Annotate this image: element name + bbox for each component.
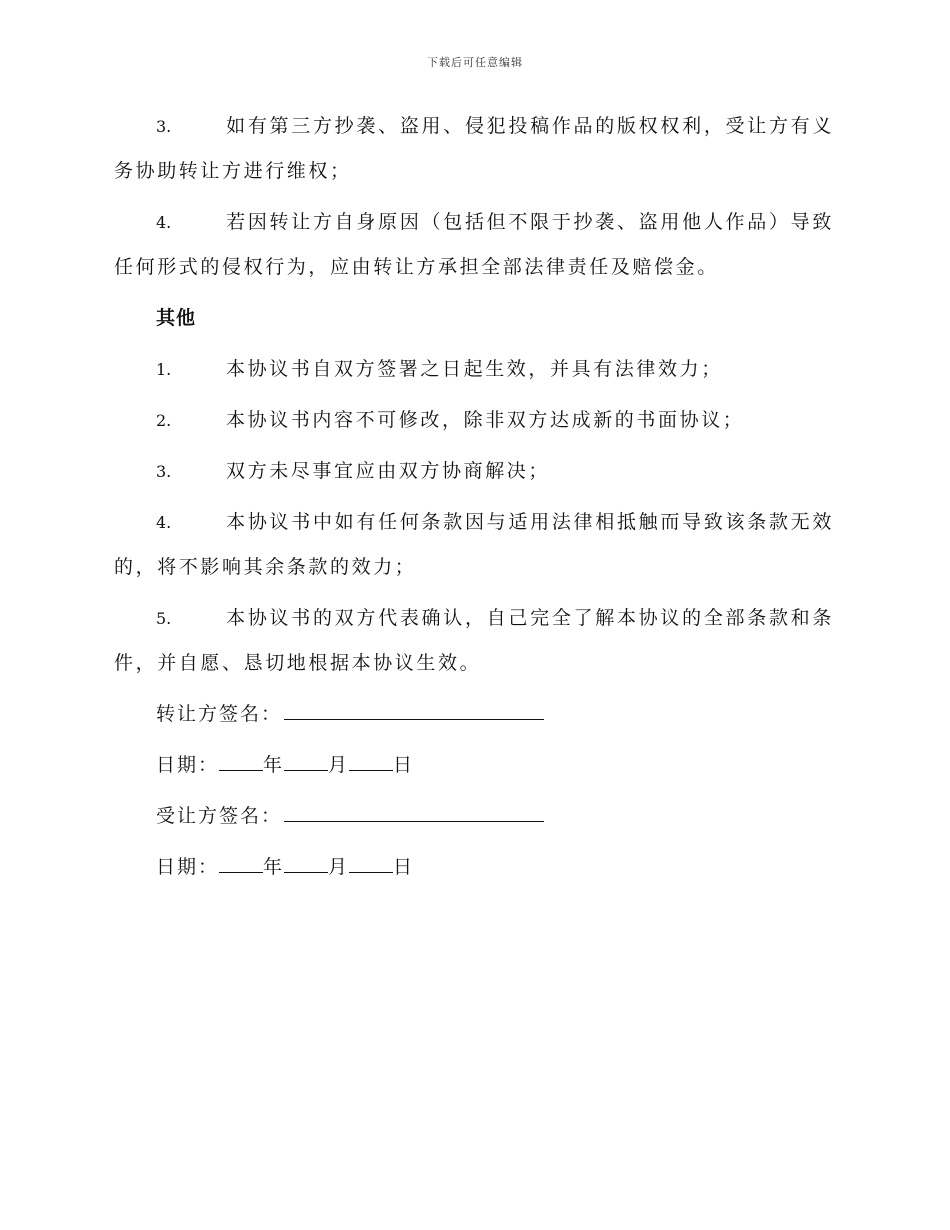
date-label: 日期： <box>156 856 220 878</box>
clause-number: 4. <box>156 213 172 232</box>
clause-number: 5. <box>156 609 172 628</box>
month-label: 月 <box>328 754 350 776</box>
page-header: 下载后可任意编辑 <box>427 56 523 69</box>
year-label: 年 <box>263 754 285 776</box>
clause-number: 3. <box>156 117 172 136</box>
transferor-signature-blank[interactable] <box>284 699 544 720</box>
clause-number: 1. <box>156 360 172 379</box>
transferee-signature-line <box>156 794 834 839</box>
section-title-other: 其他 <box>156 307 197 329</box>
clause-item <box>114 500 834 590</box>
year-blank[interactable] <box>219 852 263 873</box>
clause-text: 双方未尽事宜应由双方协商解决； <box>226 460 551 482</box>
transferor-signature-label: 转让方签名： <box>156 703 283 725</box>
clause-item <box>114 449 834 494</box>
transferee-signature-blank[interactable] <box>284 801 544 822</box>
year-blank[interactable] <box>219 750 263 771</box>
month-blank[interactable] <box>284 852 328 873</box>
transferor-signature-line <box>156 692 834 737</box>
clause-item <box>114 200 834 290</box>
clause-item <box>114 104 834 194</box>
day-label: 日 <box>393 754 415 776</box>
day-blank[interactable] <box>349 750 393 771</box>
month-label: 月 <box>328 856 350 878</box>
clause-text: 本协议书的双方代表确认，自己完全了解本协议的全部条款和条件，并自愿、恳切地根据本协议生效。 <box>114 607 834 674</box>
clause-text: 本协议书中如有任何条款因与适用法律相抵触而导致该条款无效的，将不影响其余条款的效力； <box>114 511 834 578</box>
transferee-date-line <box>156 845 834 890</box>
transferor-date-line <box>156 743 834 788</box>
clause-item <box>114 347 834 392</box>
day-blank[interactable] <box>349 852 393 873</box>
clause-text: 本协议书自双方签署之日起生效，并具有法律效力； <box>226 358 723 380</box>
clause-text: 本协议书内容不可修改，除非双方达成新的书面协议； <box>226 409 745 431</box>
document-body <box>114 104 834 896</box>
clause-item <box>114 596 834 686</box>
clause-text: 若因转让方自身原因（包括但不限于抄袭、盗用他人作品）导致任何形式的侵权行为，应由转让方承担全部法律责任及赔偿金。 <box>114 211 834 278</box>
day-label: 日 <box>393 856 415 878</box>
clause-item <box>114 398 834 443</box>
year-label: 年 <box>263 856 285 878</box>
transferee-signature-label: 受让方签名： <box>156 805 283 827</box>
clause-number: 4. <box>156 513 172 532</box>
clause-text: 如有第三方抄袭、盗用、侵犯投稿作品的版权权利，受让方有义务协助转让方进行维权； <box>114 115 834 182</box>
date-label: 日期： <box>156 754 220 776</box>
month-blank[interactable] <box>284 750 328 771</box>
clause-number: 3. <box>156 462 172 481</box>
clause-number: 2. <box>156 411 172 430</box>
